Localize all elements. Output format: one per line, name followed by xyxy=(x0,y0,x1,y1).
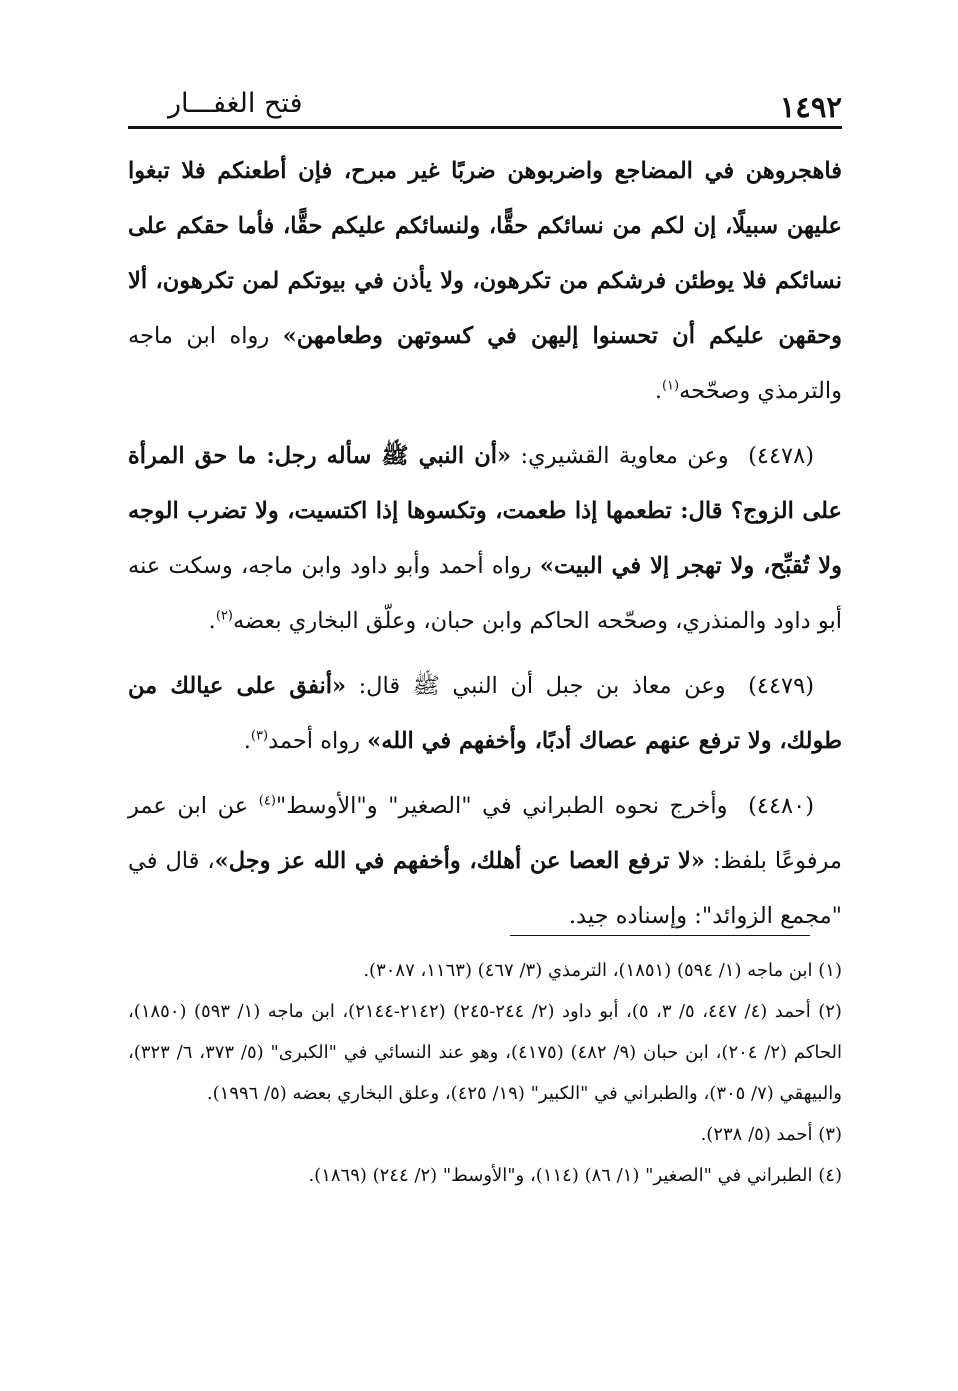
page-number: ١٤٩٢ xyxy=(779,90,842,124)
hadith-number: (٤٤٧٩) xyxy=(748,673,814,699)
footnote-2: (٢) أحمد (٤/ ٤٤٧، ٥/ ٣، ٥)، أبو داود (٢/ ٢٤٤-٢٤٥) (٢١٤٢-٢١٤٤)، ابن ماجه (١/ ٥٩٣) (١٨٥٠)، الحاكم (٢/ ٢٠٤)، ابن حبان (٩/ ٤٨٢) (٤١٧٥)، وهو عند النسائي في "الكبرى" (٥/ ٣٧٣، ٦/ ٣٢٣)، والبيهقي (٧/ ٣٠٥)، والطبراني في "الكبير" (١٩/ ٤٢٥)، وعلق البخاري بعضه (٥/ ١٩٩٦). xyxy=(128,1001,842,1104)
paragraph-continuation: فاهجروهن في المضاجع واضربوهن ضربًا غير مبرح، فإن أطعنكم فلا تبغوا عليهن سبيلًا، إن لكم من نسائكم حقًّا، ولنسائكم عليكم حقًّا، فأما حقكم على نسائكم فلا يوطئن فرشكم من تكرهون، ولا يأذن في بيوتكم لمن تكرهون، ألا وحقهن عليكم أن تحسنوا إليهن في كسوتهن وطعامهن» رواه ابن ماجه والترمذي وصحّحه$^{(١)}$. xyxy=(128,158,842,404)
hadith-number: (٤٤٨٠) xyxy=(748,793,815,819)
narration-note: رواه ابن ماجه والترمذي وصحّحه xyxy=(128,323,842,404)
footnote-ref[interactable]: (١) xyxy=(661,378,680,394)
hadith-text: فاهجروهن في المضاجع واضربوهن ضربًا غير مبرح، فإن أطعنكم فلا تبغوا عليهن سبيلًا، إن لكم من نسائكم حقًّا، ولنسائكم عليكم حقًّا، فأما حقكم على نسائكم فلا يوطئن فرشكم من تكرهون، ولا يأذن في بيوتكم لمن تكرهون، ألا وحقهن عليكم أن تحسنوا إليهن في كسوتهن وطعامهن» xyxy=(128,158,842,349)
narration-note: رواه أحمد xyxy=(268,728,368,754)
footnote-4: (٤) الطبراني في "الصغير" (١/ ٨٦) (١١٤)، و"الأوسط" (٢/ ٢٤٤) (١٨٦٩). xyxy=(308,1165,842,1186)
footnote-ref[interactable]: (٣) xyxy=(250,728,269,744)
narration-note: عن ابن عمر مرفوعًا بلفظ: xyxy=(128,793,842,874)
narrator-intro: وعن معاوية القشيري: xyxy=(511,443,729,469)
hadith-text: «أنفق على عيالك من طولك، ولا ترفع عنهم عصاك أدبًا، وأخفهم في الله» xyxy=(128,673,842,754)
running-title: فتح الغفـــار xyxy=(168,88,303,119)
narration-note: ، قال في "مجمع الزوائد": وإسناده جيد. xyxy=(128,848,842,929)
hadith-text: «أن النبي ﷺ سأله رجل: ما حق المرأة على الزوج؟ قال: تطعمها إذا طعمت، وتكسوها إذا اكتسيت، ولا تضرب الوجه ولا تُقبِّح، ولا تهجر إلا في البيت» xyxy=(128,443,842,579)
hadith-paragraph-4479: (٤٤٧٩) وعن معاذ بن جبل أن النبي ﷺ قال: «أنفق على عيالك من طولك، ولا ترفع عنهم عصاك أدبًا، وأخفهم في الله» رواه أحمد$^{(٣)}$. xyxy=(128,673,842,754)
narration-note: رواه أحمد وأبو داود وابن ماجه، وسكت عنه أبو داود والمنذري، وصحّحه الحاكم وابن حبان، وعلّق البخاري بعضه xyxy=(128,553,842,634)
footnote-separator xyxy=(510,935,810,936)
narrator-intro: وعن معاذ بن جبل أن النبي ﷺ قال: xyxy=(346,673,726,699)
main-text xyxy=(128,144,842,954)
footnote-1: (١) ابن ماجه (١/ ٥٩٤) (١٨٥١)، الترمذي (٣/ ٤٦٧) (١١٦٣، ٣٠٨٧). xyxy=(363,960,842,981)
footnote-ref[interactable]: (٢) xyxy=(215,608,233,624)
footnote-ref[interactable]: (٤) xyxy=(258,793,276,809)
header-rule xyxy=(128,126,842,129)
hadith-paragraph-4478: (٤٤٧٨) وعن معاوية القشيري: «أن النبي ﷺ سأله رجل: ما حق المرأة على الزوج؟ قال: تطعمها إذا طعمت، وتكسوها إذا اكتسيت، ولا تضرب الوجه ولا تُقبِّح، ولا تهجر إلا في البيت» رواه أحمد وأبو داود وابن ماجه، وسكت عنه أبو داود والمنذري، وصحّحه الحاكم وابن حبان، وعلّق البخاري بعضه$^{(٢)}$. xyxy=(128,443,842,634)
page-header xyxy=(128,82,842,130)
hadith-number: (٤٤٧٨) xyxy=(748,443,814,469)
hadith-text: «لا ترفع العصا عن أهلك، وأخفهم في الله عز وجل» xyxy=(214,848,705,874)
footnotes xyxy=(128,950,842,1196)
hadith-paragraph-4480 xyxy=(128,779,842,944)
narrator-intro: وأخرج نحوه الطبراني في "الصغير" و"الأوسط" xyxy=(275,793,728,819)
footnote-3: (٣) أحمد (٥/ ٢٣٨). xyxy=(700,1124,842,1145)
